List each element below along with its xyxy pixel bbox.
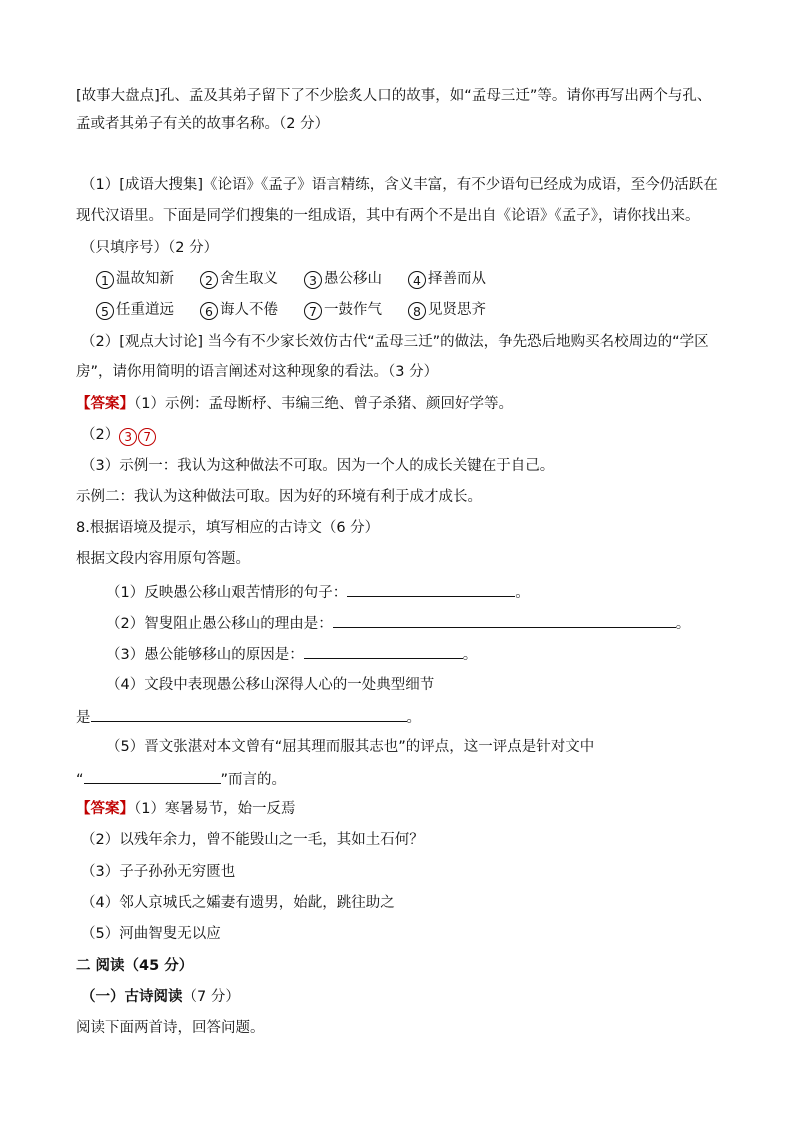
item-end: 。 [462,647,478,663]
item-text: （3）愚公能够移山的原因是： [106,647,304,663]
question-8-item2 [106,612,690,634]
item-text: 是 [76,710,91,726]
option-text: 任重道远 [116,302,174,318]
answer-number: 7 [138,428,156,446]
option-number: 5 [96,302,114,320]
question-8-item5-cont [76,768,286,790]
question-8-item1 [106,581,530,603]
idiom-option [96,269,200,289]
answer-2-2: （2）以残年余力，曾不能毁山之一毛，其如土石何？ [81,832,424,848]
answer-1-2 [81,425,157,446]
idiom-option [96,300,200,320]
idiom-options-row2 [96,300,512,320]
idiom-option [408,300,512,320]
idiom-option [304,269,408,289]
item-text: （2）智叟阻止愚公移山的理由是： [106,616,333,632]
idiom-option [408,269,512,289]
answer-blank[interactable] [84,768,221,784]
question-8-item4-cont [76,706,421,728]
option-text: 择善而从 [428,271,486,287]
question-8-item3 [106,643,477,665]
option-number: 6 [200,302,218,320]
idiom-question-line3: （只填序号）（2 分） [81,240,219,256]
item-end: 。 [515,585,530,601]
idiom-option [200,269,304,289]
item-text: （1）反映愚公移山艰苦情形的句子： [106,585,348,601]
item-end: ”而言的。 [220,772,287,788]
answer-tag: 【答案】 [76,396,134,412]
option-text: 愚公移山 [324,271,382,287]
item-end: 。 [406,710,421,726]
option-number: 8 [408,302,426,320]
answer-blank[interactable] [304,643,463,659]
idiom-question-line2: 现代汉语里。下面是同学们搜集的一组成语，其中有两个不是出自《论语》《孟子》，请你找出来。 [76,208,700,224]
answer-blank[interactable] [91,706,407,722]
option-number: 3 [304,271,322,289]
answer-prefix: （2） [81,427,120,443]
section-2-intro: 阅读下面两首诗，回答问题。 [76,1020,265,1036]
option-number: 7 [304,302,322,320]
answer-2-5: （5）河曲智叟无以应 [81,926,221,942]
question-8-item4: （4）文段中表现愚公移山深得人心的一处典型细节 [106,677,435,693]
idiom-question-line1: （1）[成语大搜集]《论语》《孟子》语言精练，含义丰富，有不少语句已经成为成语，至今仍活跃在 [81,177,718,193]
item-end: 。 [675,616,691,632]
answer-number: 3 [119,428,137,446]
view-question-line1: （2）[观点大讨论] 当今有不少家长效仿古代“孟母三迁”的做法，争先恐后地购买名校周边的“学区 [81,334,709,350]
option-number: 4 [408,271,426,289]
answer-1-3: （3）示例一：我认为这种做法不可取。因为一个人的成长关键在于自己。 [81,458,555,474]
idiom-option [304,300,408,320]
option-text: 一鼓作气 [324,302,382,318]
answer-2-3: （3）子子孙孙无穷匮也 [81,864,236,880]
answer-blank[interactable] [347,581,515,597]
story-question-line1: [故事大盘点]孔、孟及其弟子留下了不少脍炙人口的故事，如“孟母三迁”等。请你再写出两个与孔、 [76,88,712,104]
option-text: 诲人不倦 [220,302,278,318]
answer-2-4: （4）邻人京城氏之孀妻有遗男，始龀，跳往助之 [81,895,395,911]
answer-tag: 【答案】 [76,801,134,817]
subtitle-text: （一）古诗阅读 [81,989,183,1005]
option-text: 舍生取义 [220,271,278,287]
option-number: 1 [96,271,114,289]
section-2-subtitle [81,987,240,1007]
answer-block-1 [76,394,513,414]
subtitle-score: （7 分） [182,989,240,1005]
answer-1-4: 示例二：我认为这种做法可取。因为好的环境有利于成才成长。 [76,489,482,505]
option-text: 见贤思齐 [428,302,486,318]
answer-2-1: （1）寒暑易节，始一反焉 [134,801,296,817]
answer-block-2 [76,799,295,819]
question-8-intro: 根据文段内容用原句答题。 [76,551,250,567]
item-text: “ [76,772,84,788]
option-text: 温故知新 [116,271,174,287]
answer-blank[interactable] [333,612,676,628]
question-8-title: 8.根据语境及提示，填写相应的古诗文（6 分） [76,520,380,536]
idiom-options-row1 [96,269,512,289]
story-question-line2: 孟或者其弟子有关的故事名称。（2 分） [76,116,330,132]
view-question-line2: 房”，请你用简明的语言阐述对这种现象的看法。（3 分） [76,364,439,380]
answer-1-1: （1）示例：孟母断杼、韦编三绝、曾子杀猪、颜回好学等。 [134,396,513,412]
idiom-option [200,300,304,320]
question-8-item5: （5）晋文张湛对本文曾有“屈其理而服其志也”的评点，这一评点是针对文中 [106,739,595,755]
section-2-title: 二 阅读（45 分） [76,958,194,974]
option-number: 2 [200,271,218,289]
